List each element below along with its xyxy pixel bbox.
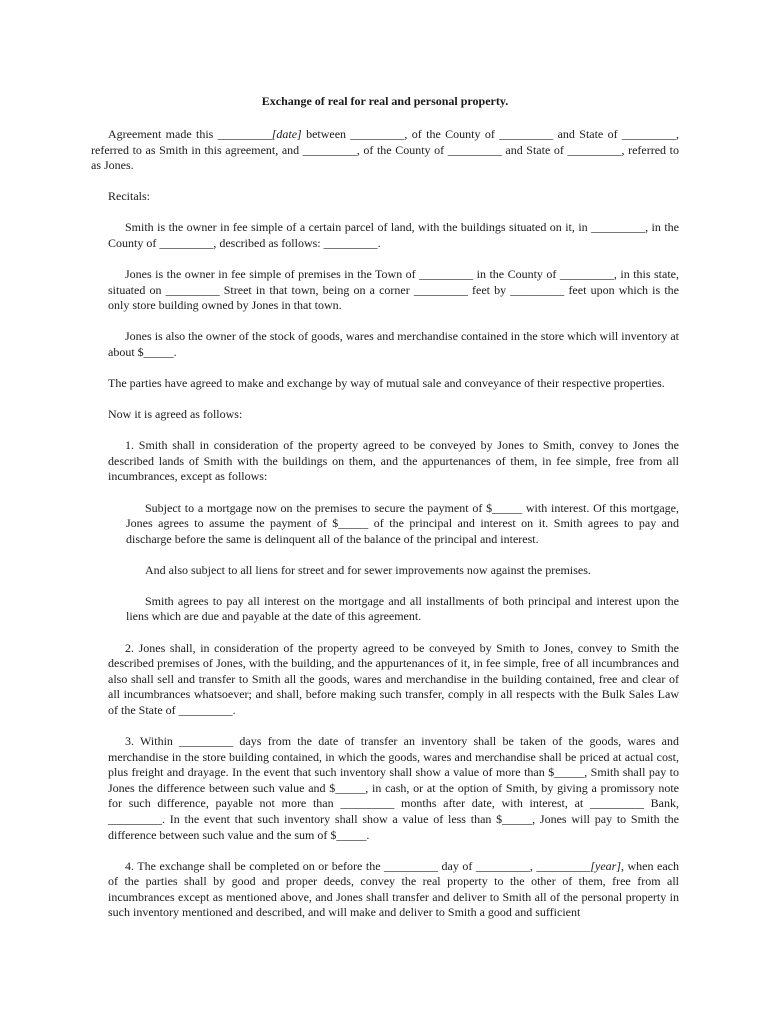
- intro-text-b: between _________, of the County of _________ and State of _________, referred to as Smith in this agreement, and _________, of the County of _________ and State of _________, referred to as Jones.: [91, 127, 679, 173]
- agreed-heading: Now it is agreed as follows:: [108, 407, 243, 422]
- parties-paragraph: The parties have agreed to make and exchange by way of mutual sale and conveyance of their respective properties.: [108, 376, 665, 391]
- clause-4-text-a: 4. The exchange shall be completed on or before the _________ day of _________, _________: [125, 858, 591, 873]
- clause-4-year-placeholder: [year]: [590, 858, 622, 873]
- clause-1b: And also subject to all liens for street and for sewer improvements now against the premises.: [145, 562, 591, 577]
- clause-3: 3. Within _________ days from the date of transfer an inventory shall be taken of the goods, wares and merchandise in the store building contained, in which the goods, wares and merchandise shall be priced at actual cost, plus freight and drayage. In the event that such inventory shall show a value of more than $_____, Smith shall pay to Jones the difference between such value and $_____, in cash, or at the option of Smith, by giving a promissory note for such difference, payable not more than _________ months after date, with interest, at _________ Bank, _________. In the event that such inventory shall show a value of less than $_____, Jones will pay to Smith the difference between such value and the sum of $_____.: [108, 734, 679, 842]
- recital-1: Smith is the owner in fee simple of a certain parcel of land, with the buildings situated on it, in _________, in the County of _________, described as follows: _________.: [108, 220, 679, 250]
- recitals-heading: Recitals:: [108, 189, 150, 204]
- clause-1a: Subject to a mortgage now on the premises to secure the payment of $_____ with interest. Of this mortgage, Jones agrees to assume the payment of $_____ of the principal and interest on it. Smith agrees to pay and discharge before the same is delinquent all of the balance of the principal and interest.: [126, 500, 679, 546]
- intro-date-placeholder: [date]: [271, 127, 302, 141]
- recital-2: Jones is the owner in fee simple of premises in the Town of _________ in the County of _________, in this state, situated on _________ Street in that town, being on a corner _________ feet by _________ feet upon which is the only store building owned by Jones in that town.: [108, 267, 679, 313]
- clause-1: 1. Smith shall in consideration of the property agreed to be conveyed by Jones to Smith, convey to Jones the described lands of Smith with the buildings on them, and the appurtenances of them, in fee simple, free from all incumbrances, except as follows:: [108, 438, 679, 484]
- clause-4: [108, 859, 679, 921]
- clause-2: 2. Jones shall, in consideration of the property agreed to be conveyed by Smith to Jones, convey to Smith the described premises of Jones, with the building, and the appurtenances of it, in fee simple, free of all incumbrances and also shall sell and transfer to Smith all the goods, wares and merchandise in the building contained, free and clear of all incumbrances whatsoever; and shall, before making such transfer, comply in all respects with the Bulk Sales Law of the State of _________.: [108, 640, 679, 717]
- intro-paragraph: [91, 127, 679, 174]
- recital-3: Jones is also the owner of the stock of goods, wares and merchandise contained in the store which will inventory at about $_____.: [108, 329, 679, 359]
- clause-1c: Smith agrees to pay all interest on the mortgage and all installments of both principal and interest upon the liens which are due and payable at the date of this agreement.: [126, 593, 679, 624]
- document-title: Exchange of real for real and personal property.: [261, 94, 509, 108]
- clause-4-text-b: , when each of the parties shall by good and proper deeds, convey the real property to the other of them, free from all incumbrances except as mentioned above, and Jones shall transfer and deliver to Smith all of the personal property in such inventory mentioned and described, and will make and deliver to Smith a good and sufficient: [108, 858, 679, 920]
- intro-text-a: Agreement made this _________: [108, 127, 272, 141]
